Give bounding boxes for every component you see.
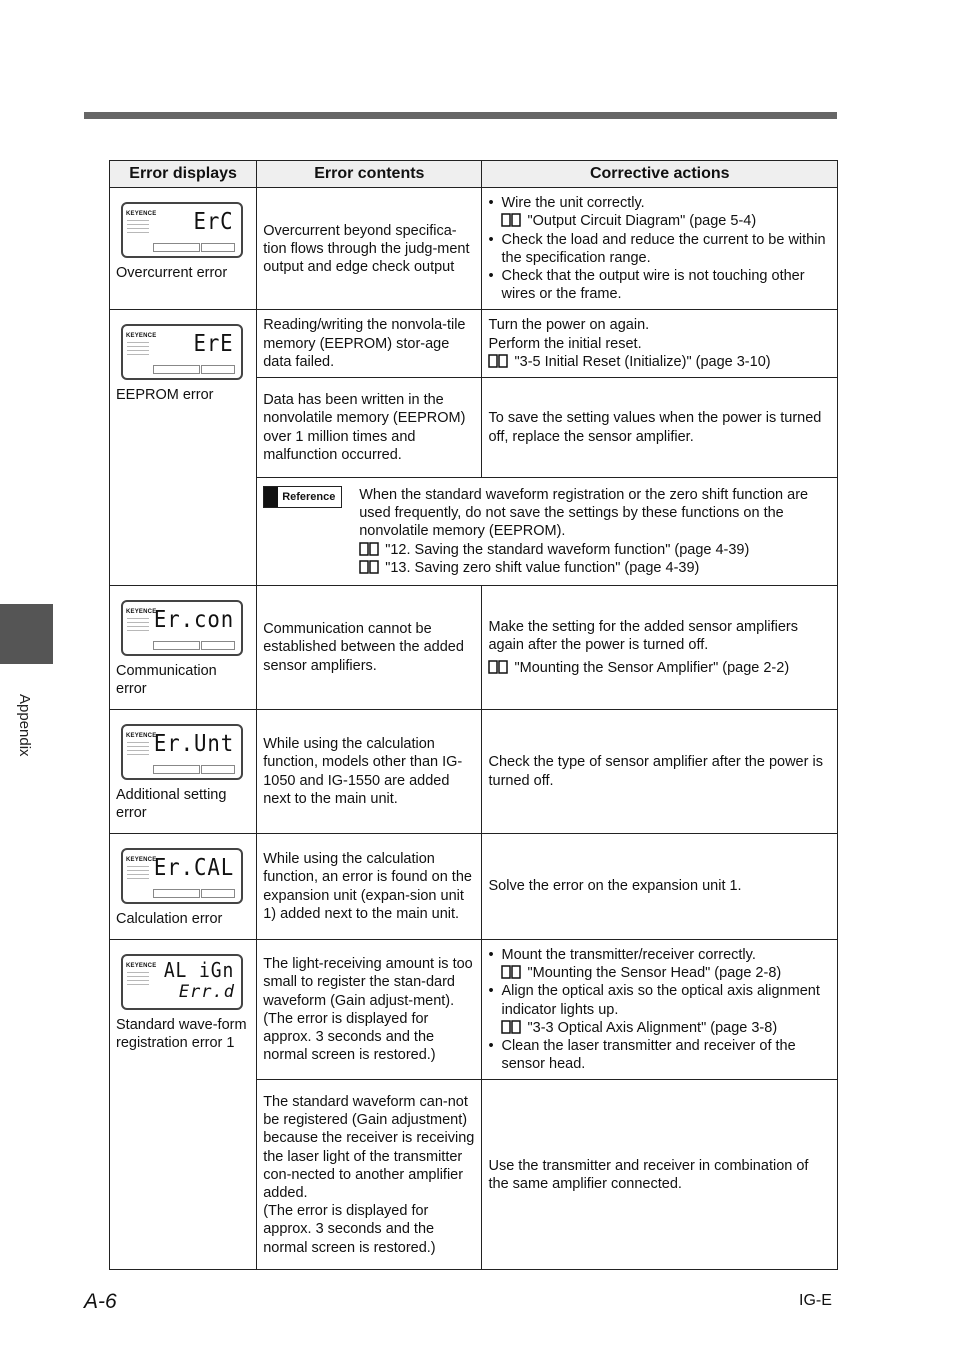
table-header-row [110, 161, 838, 188]
reference-link: "12. Saving the standard waveform function" (page 4-39) [385, 541, 750, 558]
lcd-display-icon: KEYENCE ErC [121, 202, 243, 258]
error-display-cell [110, 586, 257, 710]
error-contents: Reading/writing the nonvola-tile memory (EEPROM) stor-age data failed. [257, 310, 482, 378]
manual-book-icon [501, 1020, 521, 1034]
error-display-cell [110, 940, 257, 1270]
error-name: Standard wave-form registration error 1 [116, 1017, 247, 1052]
reference-text: When the standard waveform registration or the zero shift function are used frequently, do not save the settings by these functions on the nonvolatile memory (EEPROM). [359, 487, 809, 540]
action-item: • Check the load and reduce the current to be within the specification range. [488, 231, 831, 267]
error-name: Communication error [116, 663, 217, 698]
table-row [110, 940, 838, 1080]
corrective-actions [482, 940, 838, 1080]
error-code: Er.CAL [153, 855, 234, 882]
error-name: EEPROM error [116, 387, 214, 404]
error-name: Overcurrent error [116, 265, 228, 282]
table-row [110, 586, 838, 710]
reference-link: "3-3 Optical Axis Alignment" (page 3-8) [527, 1019, 778, 1036]
reference-link: "13. Saving zero shift value function" (page 4-39) [385, 559, 700, 576]
error-contents: Data has been written in the nonvolatile memory (EEPROM) over 1 million times and malfunction occurred. [257, 378, 482, 478]
error-contents: The standard waveform can-not be registered (Gain adjustment) because the receiver is receiving the laser light of the transmitter con-nected to another amplifier added. (The error is displayed for approx. 3 seconds and the normal screen is restored.) [257, 1080, 482, 1270]
section-tab [0, 604, 53, 664]
model-code: IG-E [799, 1292, 832, 1309]
header-error-displays: Error displays [110, 161, 257, 188]
error-contents: Overcurrent beyond specifica-tion flows through the judg-ment output and edge check output [257, 188, 482, 310]
action-item: • Wire the unit correctly. "Output Circuit Diagram" (page 5-4) [488, 194, 831, 230]
manual-book-icon [501, 965, 521, 979]
corrective-actions: Use the transmitter and receiver in combination of the same amplifier connected. [482, 1080, 838, 1270]
header-rule [84, 112, 837, 119]
action-item: • Check that the output wire is not touching other wires or the frame. [488, 267, 831, 303]
manual-book-icon [488, 354, 508, 368]
error-code: Er.con [153, 607, 234, 634]
reference-link: "Mounting the Sensor Head" (page 2-8) [527, 965, 782, 982]
corrective-actions: Check the type of sensor amplifier after the power is turned off. [482, 710, 838, 834]
reference-link: "Mounting the Sensor Amplifier" (page 2-2) [514, 659, 790, 676]
corrective-actions [482, 188, 838, 310]
header-corrective-actions: Corrective actions [482, 161, 838, 188]
manual-book-icon [359, 542, 379, 556]
error-code: Er.Unt [153, 731, 234, 758]
table-row [110, 834, 838, 940]
reference-link: "3-5 Initial Reset (Initialize)" (page 3-10) [514, 353, 771, 370]
action-item: • Align the optical axis so the optical axis alignment indicator lights up. "3-3 Optical Axis Alignment" (page 3-8) [488, 982, 831, 1037]
error-name: Additional setting error [116, 787, 227, 822]
lcd-display-icon: KEYENCE AL iGn Err.d [121, 954, 243, 1010]
corrective-actions: To save the setting values when the power is turned off, replace the sensor amplifier. [482, 378, 838, 478]
table-row [110, 710, 838, 834]
reference-note [257, 478, 838, 586]
error-contents: The light-receiving amount is too small to register the stan-dard waveform (Gain adjust-ment). (The error is displayed for approx. 3 seconds and the normal screen is restored.) [257, 940, 482, 1080]
manual-book-icon [501, 213, 521, 227]
header-error-contents: Error contents [257, 161, 482, 188]
lcd-display-icon: KEYENCE Er.Unt [121, 724, 243, 780]
error-display-cell [110, 834, 257, 940]
error-contents: While using the calculation function, an error is found on the expansion unit (expan-sion unit 1) added next to the main unit. [257, 834, 482, 940]
lcd-display-icon: KEYENCE ErE [121, 324, 243, 380]
manual-book-icon [488, 660, 508, 674]
action-item: • Clean the laser transmitter and receiver of the sensor head. [488, 1037, 831, 1073]
lcd-display-icon: KEYENCE Er.con [121, 600, 243, 656]
error-subcode: Err.d [178, 982, 235, 1003]
lcd-display-icon: KEYENCE Er.CAL [121, 848, 243, 904]
reference-link: "Output Circuit Diagram" (page 5-4) [527, 213, 757, 230]
table-row [110, 188, 838, 310]
corrective-actions: Turn the power on again. Perform the initial reset. "3-5 Initial Reset (Initialize)" (page 3-10) [482, 310, 838, 378]
action-item: • Mount the transmitter/receiver correctly. "Mounting the Sensor Head" (page 2-8) [488, 946, 831, 982]
table-row [110, 310, 838, 378]
error-code: ErE [193, 331, 234, 358]
corrective-actions: Make the setting for the added sensor amplifiers again after the power is turned off. "Mounting the Sensor Amplifier" (page 2-2) [482, 586, 838, 710]
error-code: AL iGn [163, 958, 234, 983]
error-display-cell [110, 188, 257, 310]
error-contents: While using the calculation function, models other than IG-1050 and IG-1550 are added next to the main unit. [257, 710, 482, 834]
error-code: ErC [193, 209, 234, 236]
error-contents: Communication cannot be established between the added sensor amplifiers. [257, 586, 482, 710]
manual-book-icon [359, 560, 379, 574]
error-display-cell [110, 710, 257, 834]
error-display-cell [110, 310, 257, 586]
error-name: Calculation error [116, 911, 223, 928]
reference-badge: Reference [263, 486, 342, 508]
error-table [109, 160, 838, 1270]
section-label: Appendix [16, 694, 33, 757]
corrective-actions: Solve the error on the expansion unit 1. [482, 834, 838, 940]
page-number: A-6 [84, 1290, 117, 1313]
